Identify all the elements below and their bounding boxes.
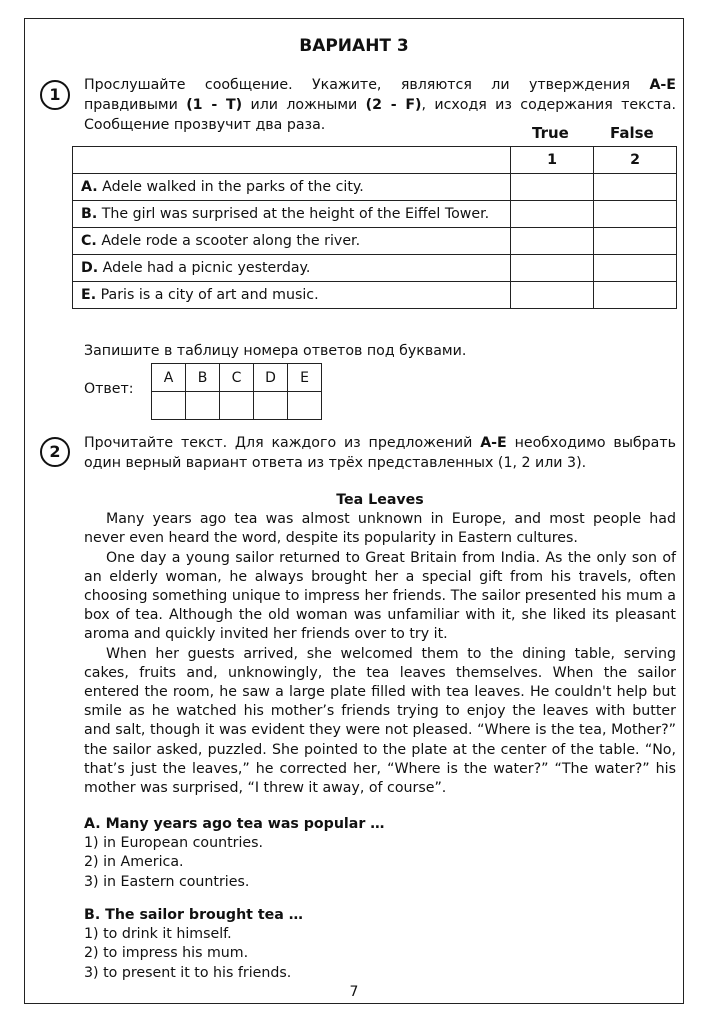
question-a [84, 815, 676, 892]
answer-cell-false[interactable] [594, 255, 677, 282]
statement-e: E. Paris is a city of art and music. [73, 282, 511, 309]
question-option: 1) in European countries. [84, 835, 264, 852]
answer-cell-false[interactable] [594, 201, 677, 228]
task-2-number-badge: 2 [40, 437, 70, 467]
question-option: 1) to drink it himself. [84, 926, 232, 943]
answer-cell-true[interactable] [511, 282, 594, 309]
statement-c: C. Adele rode a scooter along the river. [73, 228, 511, 255]
paragraph: When her guests arrived, she welcomed them to the dining table, serving cakes, fruits and, unknowingly, the tea leaves themselves. When the sailor entered the room, he saw a large plate filled with tea leaves. He couldn't help but smile as he watched his mother’s friends trying to enjoy the leaves with butter and salt, though it was evident they were not pleased. “Where is the tea, Mother?” the sailor asked, puzzled. She pointed to the plate at the center of the table. “No, that’s just the leaves,” he corrected her, “Where is the water?” “The water?” his mother was surprised, “I threw it away, of course”. [84, 645, 676, 797]
table-row [73, 228, 677, 255]
task-1-number-badge: 1 [40, 80, 70, 110]
reading-title: Tea Leaves [336, 492, 424, 508]
statement-a: A. Adele walked in the parks of the city. [73, 174, 511, 201]
answer-inputs-row [152, 392, 322, 420]
answer-cell-false[interactable] [594, 228, 677, 255]
answer-input-cell[interactable] [152, 392, 186, 420]
answer-input-cell[interactable] [220, 392, 254, 420]
paragraph: One day a young sailor returned to Great Britain from India. As the only son of an elderly woman, he always brought her a special gift from his travels, often choosing something unique to impress her friends. The sailor presented his mum a box of tea. Although the old woman was unfamiliar with it, she liked its pleasant aroma and quickly invited her friends over to try it. [84, 549, 676, 643]
question-option: 2) in America. [84, 854, 184, 871]
answer-cell-false[interactable] [594, 282, 677, 309]
variant-title: ВАРИАНТ 3 [299, 36, 409, 56]
empty-header-cell [73, 147, 511, 174]
column-true-header: True [532, 124, 569, 142]
statement-b: B. The girl was surprised at the height of the Eiffel Tower. [73, 201, 511, 228]
true-number-cell: 1 [511, 147, 594, 174]
task-2-instruction: Прочитайте текст. Для каждого из предложений A-E необходимо выбрать один верный вариант ответа из трёх представленных (1, 2 или 3). [84, 435, 676, 471]
question-option: 3) to present it to his friends. [84, 964, 292, 981]
column-false-header: False [610, 124, 654, 142]
question-title: B. The sailor brought tea … [84, 907, 303, 923]
question-b [84, 906, 676, 983]
reading-passage [84, 491, 676, 798]
answer-cell-true[interactable] [511, 174, 594, 201]
answer-grid [151, 363, 322, 420]
answer-input-cell[interactable] [288, 392, 322, 420]
answer-label: Ответ: [84, 381, 134, 397]
answer-letter: B [186, 364, 220, 392]
paragraph: Many years ago tea was almost unknown in Europe, and most people had never even heard the word, despite its popularity in Eastern cultures. [84, 511, 676, 547]
question-title: A. Many years ago tea was popular … [84, 816, 385, 832]
answer-input-cell[interactable] [186, 392, 220, 420]
answer-input-cell[interactable] [254, 392, 288, 420]
table-header-row [73, 147, 677, 174]
statement-d: D. Adele had a picnic yesterday. [73, 255, 511, 282]
question-option: 2) to impress his mum. [84, 945, 249, 962]
answer-cell-false[interactable] [594, 174, 677, 201]
answer-cell-true[interactable] [511, 228, 594, 255]
answer-cell-true[interactable] [511, 255, 594, 282]
table-row [73, 201, 677, 228]
answer-letter: E [288, 364, 322, 392]
table-row [73, 255, 677, 282]
true-false-table [72, 146, 677, 309]
answer-cell-true[interactable] [511, 201, 594, 228]
answer-letter: D [254, 364, 288, 392]
question-option: 3) in Eastern countries. [84, 873, 250, 890]
answer-letter: A [152, 364, 186, 392]
page-number: 7 [349, 984, 359, 1000]
table-row [73, 282, 677, 309]
answer-letters-row [152, 364, 322, 392]
table-row [73, 174, 677, 201]
answer-letter: C [220, 364, 254, 392]
false-number-cell: 2 [594, 147, 677, 174]
answer-instruction: Запишите в таблицу номера ответов под буквами. [84, 343, 467, 359]
task-1-instruction: Прослушайте сообщение. Укажите, являются ли утверждения A-E правдивыми (1 - T) или ложными (2 - F), исходя из содержания текста. Сообщение прозвучит два раза. [84, 77, 676, 133]
